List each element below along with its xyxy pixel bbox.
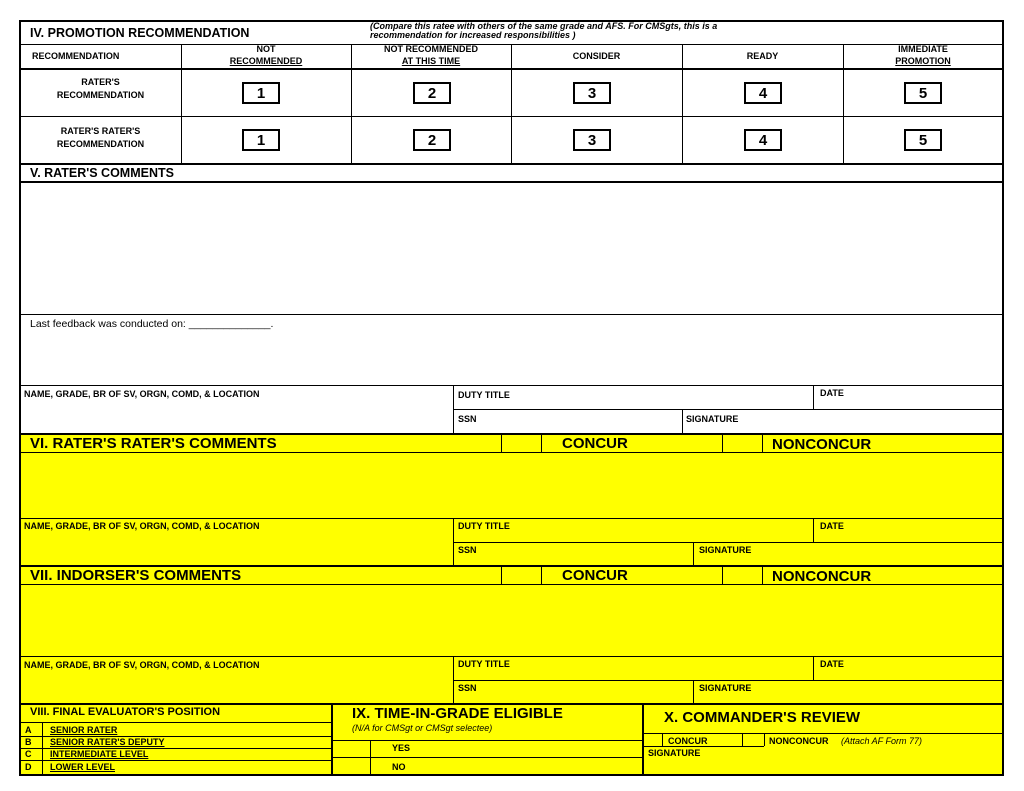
sec8-item-b-label: SENIOR RATER'S DEPUTY (50, 737, 165, 747)
sec7-nonconcur-checkbox[interactable] (722, 566, 763, 584)
rule (642, 746, 764, 747)
sec8-item-c-label: INTERMEDIATE LEVEL (50, 749, 149, 759)
rule (453, 542, 1003, 543)
sec10-nonconcur-note: (Attach AF Form 77) (841, 736, 923, 746)
sec10-nonconcur-checkbox[interactable] (743, 734, 764, 746)
raters-rater-score-3[interactable]: 3 (573, 129, 611, 151)
sec9-note: (N/A for CMSgt or CMSgt selectee) (352, 723, 493, 733)
sec6-name-label: NAME, GRADE, BR OF SV, ORGN, COMD, & LOCATION (24, 521, 260, 531)
sec7-duty-label: DUTY TITLE (458, 659, 510, 669)
col-consider: CONSIDER (572, 51, 621, 61)
col-ready: READY (746, 51, 779, 61)
sec5-date-label: DATE (820, 388, 844, 398)
rule (42, 722, 43, 775)
col-immediate-2: PROMOTION (895, 56, 951, 66)
rule (764, 733, 765, 746)
sec6-concur-checkbox[interactable] (501, 434, 542, 452)
sec6-date-label: DATE (820, 521, 844, 531)
sec9-no: NO (392, 762, 406, 772)
rule (20, 385, 1003, 386)
sec4-note-2: recommendation for increased responsibilities ) (370, 30, 576, 40)
sec7-nonconcur: NONCONCUR (772, 568, 872, 585)
sec10-title: X. COMMANDER'S REVIEW (664, 709, 861, 726)
sec10-concur: CONCUR (668, 736, 708, 746)
sec6-concur: CONCUR (562, 435, 628, 452)
sec6-ssn-label: SSN (458, 545, 477, 555)
rule (511, 44, 512, 164)
rule (20, 656, 1003, 657)
sec8-item-d-letter[interactable]: D (25, 762, 32, 772)
rule (370, 740, 371, 775)
sec7-concur-checkbox[interactable] (501, 566, 542, 584)
row-raters-rater-1: RATER'S RATER'S (60, 126, 141, 136)
row-raters-rater-2: RECOMMENDATION (56, 139, 145, 149)
rater-score-2[interactable]: 2 (413, 82, 451, 104)
rule (662, 733, 663, 746)
sec9-yes: YES (392, 743, 411, 753)
sec4-note-1: (Compare this ratee with others of the same grade and AFS. For CMSgts, this is a (370, 21, 718, 31)
sec7-date-label: DATE (820, 659, 844, 669)
rater-score-4[interactable]: 4 (744, 82, 782, 104)
raters-rater-score-4[interactable]: 4 (744, 129, 782, 151)
sec6-nonconcur: NONCONCUR (772, 436, 872, 453)
raters-rater-score-5[interactable]: 5 (904, 129, 942, 151)
col-not-recommended-now-2: AT THIS TIME (401, 56, 461, 66)
sec6-duty-label: DUTY TITLE (458, 521, 510, 531)
sec8-item-a-letter[interactable]: A (25, 725, 32, 735)
rater-score-5[interactable]: 5 (904, 82, 942, 104)
rule (642, 733, 1003, 734)
rule (813, 656, 814, 680)
raters-rater-comments-area[interactable] (21, 453, 1002, 517)
sec6-sig-label: SIGNATURE (699, 545, 752, 555)
rater-score-1[interactable]: 1 (242, 82, 280, 104)
sec7-concur: CONCUR (562, 567, 628, 584)
sec9-yes-checkbox[interactable] (333, 741, 369, 756)
sec5-sig-label: SIGNATURE (686, 414, 739, 424)
sec5-title: V. RATER'S COMMENTS (30, 166, 174, 180)
rule (682, 409, 683, 434)
rule (682, 44, 683, 164)
col-not-recommended-2: RECOMMENDED (229, 56, 303, 66)
rule (20, 722, 331, 723)
rater-comments-area[interactable] (21, 183, 1002, 313)
sec10-nonconcur: NONCONCUR (769, 736, 829, 746)
rule (20, 518, 1003, 519)
sec7-title: VII. INDORSER'S COMMENTS (30, 567, 242, 584)
raters-rater-score-1[interactable]: 1 (242, 129, 280, 151)
sec8-item-b-letter[interactable]: B (25, 737, 32, 747)
sec5-duty-label: DUTY TITLE (458, 390, 510, 400)
sec10-concur-checkbox[interactable] (643, 734, 662, 746)
sec8-item-c-letter[interactable]: C (25, 749, 32, 759)
row-rater-2: RECOMMENDATION (56, 90, 145, 100)
sec5-name-label: NAME, GRADE, BR OF SV, ORGN, COMD, & LOCATION (24, 389, 260, 399)
sec6-nonconcur-checkbox[interactable] (722, 434, 763, 452)
rule (20, 760, 331, 761)
col-not-recommended-1: NOT (256, 44, 276, 54)
col-immediate-1: IMMEDIATE (898, 44, 948, 54)
col-recommendation: RECOMMENDATION (32, 51, 120, 61)
sec8-item-d-label: LOWER LEVEL (50, 762, 115, 772)
rule (693, 680, 694, 703)
rule (453, 680, 1003, 681)
rule (453, 409, 1003, 410)
sec6-title: VI. RATER'S RATER'S COMMENTS (30, 435, 277, 452)
indorser-comments-area[interactable] (21, 585, 1002, 655)
sec9-title: IX. TIME-IN-GRADE ELIGIBLE (352, 705, 563, 722)
sec7-name-label: NAME, GRADE, BR OF SV, ORGN, COMD, & LOCATION (24, 660, 260, 670)
sec8-title: VIII. FINAL EVALUATOR'S POSITION (30, 706, 221, 718)
rule (813, 518, 814, 542)
sec9-no-checkbox[interactable] (333, 758, 369, 774)
rule (693, 542, 694, 565)
col-not-recommended-now-1: NOT RECOMMENDED (384, 44, 478, 54)
rater-score-3[interactable]: 3 (573, 82, 611, 104)
sec4-title: IV. PROMOTION RECOMMENDATION (30, 26, 250, 40)
row-rater-1: RATER'S (81, 77, 120, 87)
rule (331, 740, 642, 741)
sec7-sig-label: SIGNATURE (699, 683, 752, 693)
rule (331, 757, 642, 758)
sec5-ssn-label: SSN (458, 414, 477, 424)
sec10-sig-label: SIGNATURE (648, 748, 701, 758)
sec8-item-a-label: SENIOR RATER (50, 725, 118, 735)
sec7-ssn-label: SSN (458, 683, 477, 693)
rule (813, 385, 814, 409)
feedback-line[interactable]: Last feedback was conducted on: ______________. (30, 318, 274, 330)
raters-rater-score-2[interactable]: 2 (413, 129, 451, 151)
rule (20, 314, 1003, 315)
